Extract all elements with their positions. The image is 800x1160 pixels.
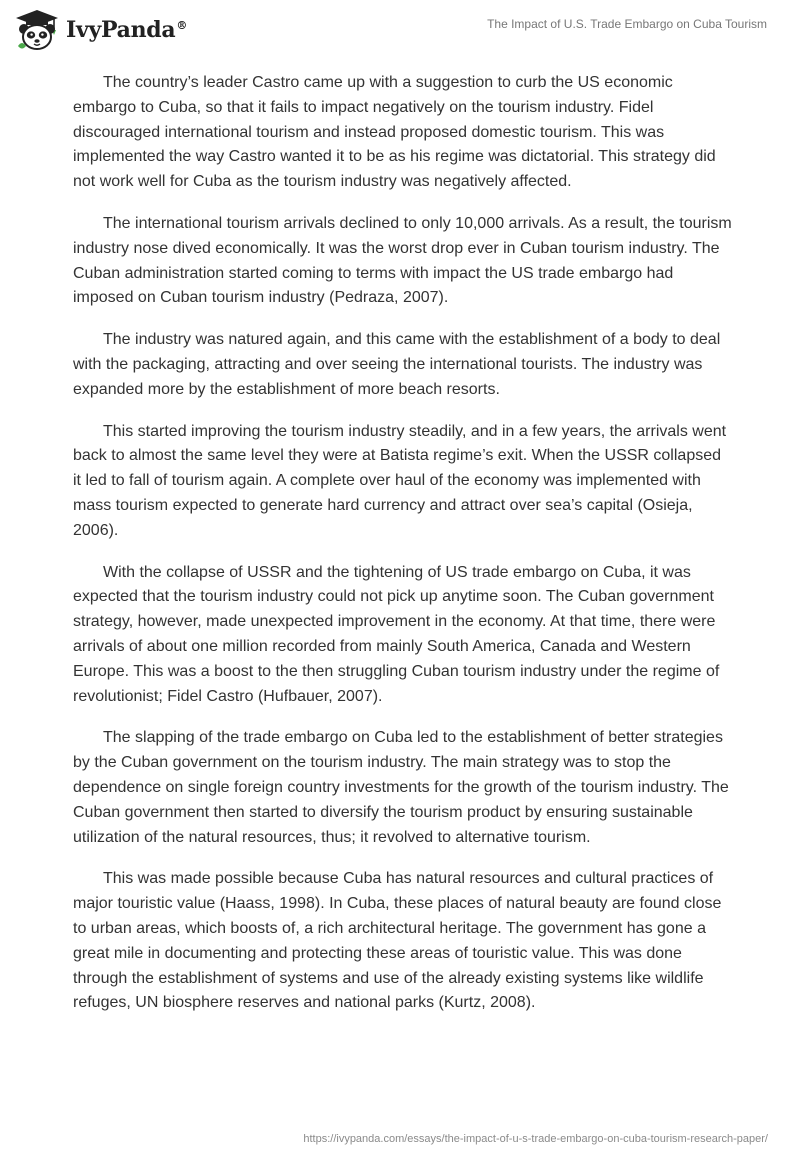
panda-graduate-icon [14,8,60,52]
brand-logo[interactable] [14,8,187,52]
paragraph: This started improving the tourism industry steadily, and in a few years, the arrivals went back to almost the same level they were at Batista regime’s exit. When the USSR collapsed it led to fall of tourism again. A complete over haul of the economy was implemented with mass tourism expected to generate hard currency and attract over sea’s capital (Osieja, 2006). [73,422,727,539]
paragraph: This was made possible because Cuba has natural resources and cultural practices of major touristic value (Haass, 1998). In Cuba, these places of natural beauty are found close to urban areas, which boosts of, a rich architectural heritage. The government has gone a great mile in documenting and protecting these areas of touristic value. This was done through the establishment of systems and use of the already existing systems like wildlife refuges, UN biosphere reserves and national parks (Kurtz, 2008). [73,870,722,1012]
paragraph: The country’s leader Castro came up with a suggestion to curb the US economic embargo to Cuba, so that it fails to impact negatively on the tourism industry. Fidel discouraged international tourism and instead proposed domestic tourism. This was implemented the way Castro wanted it to be as his regime was dictatorial. This strategy did not work well for Cuba as the tourism industry was negatively affected. [73,74,716,191]
document-title: The Impact of U.S. Trade Embargo on Cuba Tourism [487,17,767,31]
paragraph: The slapping of the trade embargo on Cuba led to the establishment of better strategies by the Cuban government on the tourism industry. The main strategy was to stop the dependence on single foreign country investments for the growth of the tourism industry. The Cuban government then started to diversify the tourism product by ensuring sustainable utilization of the natural resources, thus; it revolved to alternative tourism. [73,729,729,846]
essay-body [73,71,733,1033]
brand-name: IvyPanda® [66,17,188,43]
page-header [0,0,800,60]
paragraph: With the collapse of USSR and the tightening of US trade embargo on Cuba, it was expected that the tourism industry could not pick up anytime soon. The Cuban government strategy, however, made unexpected improvement in the economy. At that time, there were arrivals of about one million recorded from mainly South America, Canada and Western Europe. This was a boost to the then struggling Cuban tourism industry under the regime of revolutionist; Fidel Castro (Hufbauer, 2007). [73,563,720,705]
paragraph: The international tourism arrivals declined to only 10,000 arrivals. As a result, the tourism industry nose dived economically. It was the worst drop ever in Cuban tourism industry. The Cuban administration started coming to terms with impact the US trade embargo had imposed on Cuban tourism industry (Pedraza, 2007). [73,214,732,307]
paragraph: The industry was natured again, and this came with the establishment of a body to deal with the packaging, attracting and over seeing the international tourists. The industry was expanded more by the establishment of more beach resorts. [73,331,721,398]
source-url[interactable]: https://ivypanda.com/essays/the-impact-of-u-s-trade-embargo-on-cuba-tourism-research-paper/ [303,1133,768,1145]
